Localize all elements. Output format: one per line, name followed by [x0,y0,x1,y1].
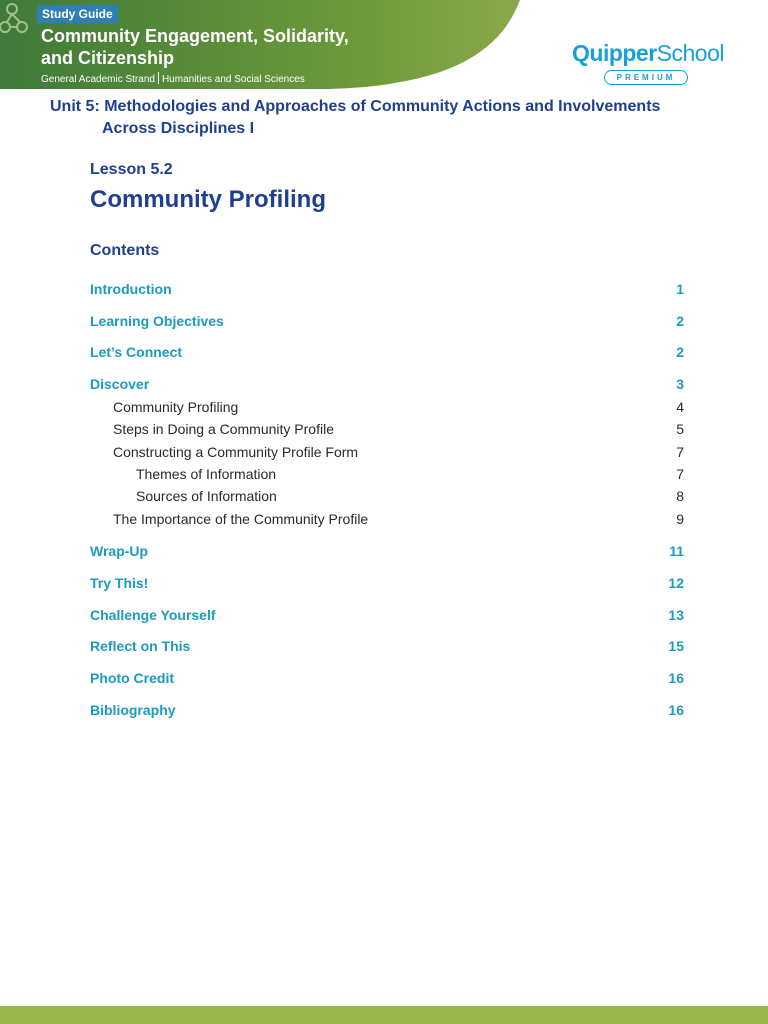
lesson-title: Community Profiling [90,186,326,213]
logo-primary: Quipper [572,40,657,66]
strand-right: Humanities and Social Sciences [161,74,305,85]
toc-item-label: Introduction [90,281,172,297]
logo-secondary: School [656,40,724,66]
toc-item[interactable] [90,486,684,506]
toc-item-page: 13 [668,607,684,623]
toc-item[interactable] [90,464,684,484]
toc-item-page: 3 [676,376,684,392]
course-title-line-1: Community Engagement, Solidarity, [41,26,349,46]
toc-item[interactable] [90,605,684,625]
header-banner [0,0,520,90]
toc-item-label: Challenge Yourself [90,607,216,623]
toc-item-label: Photo Credit [90,670,174,686]
toc-item-page: 1 [676,281,684,297]
network-icon [0,0,34,44]
unit-title-line-1: Unit 5: Methodologies and Approaches of Community Actions and Involvements [50,98,661,115]
strand-divider [158,72,159,84]
toc-item[interactable] [90,419,684,439]
toc-item-label: Discover [90,376,150,392]
toc-item[interactable] [90,311,684,331]
toc-item[interactable] [90,541,684,561]
toc-item[interactable] [90,279,684,299]
toc-item-page: 7 [676,466,684,482]
toc-item[interactable] [90,397,684,417]
toc-item-label: Steps in Doing a Community Profile [113,421,334,437]
toc-item-label: Constructing a Community Profile Form [113,444,359,460]
strand-left: General Academic Strand [41,74,155,85]
toc-item-label: Bibliography [90,702,176,718]
toc-item[interactable] [90,442,684,462]
toc-item-label: The Importance of the Community Profile [113,511,369,527]
toc-item-label: Let’s Connect [90,344,183,360]
toc-item-label: Sources of Information [136,488,277,504]
course-title-line-2: and Citizenship [41,48,175,68]
lesson-number: Lesson 5.2 [90,161,173,178]
toc-item-label: Try This! [90,575,149,591]
toc-item[interactable] [90,573,684,593]
course-title [41,25,349,69]
toc-item-page: 4 [676,399,684,415]
quipper-school-logo [572,40,724,82]
toc-item-page: 12 [668,575,684,591]
toc-item-page: 8 [676,488,684,504]
toc-item[interactable] [90,636,684,656]
toc-item-page: 2 [676,313,684,329]
toc-item-page: 5 [676,421,684,437]
toc-item[interactable] [90,509,684,529]
footer-bar [0,1006,768,1024]
toc-item-page: 9 [676,511,684,527]
toc-item-page: 11 [669,543,684,559]
toc-item[interactable] [90,342,684,362]
toc-item-label: Community Profiling [113,399,239,415]
toc-item[interactable] [90,700,684,720]
toc-item-page: 15 [668,638,684,654]
toc-item-label: Reflect on This [90,638,191,654]
study-guide-tag: Study Guide [37,5,118,23]
unit-title-line-2: Across Disciplines I [102,120,255,137]
toc-item-label: Learning Objectives [90,313,224,329]
toc-item-page: 7 [676,444,684,460]
toc-item[interactable] [90,374,684,394]
toc-item-label: Wrap-Up [90,543,149,559]
strand-label [41,72,305,85]
unit-title [50,96,710,140]
toc-item-page: 16 [668,670,684,686]
toc-item[interactable] [90,668,684,688]
toc-item-page: 16 [668,702,684,718]
toc-item-label: Themes of Information [136,466,277,482]
premium-badge: PREMIUM [604,70,688,85]
contents-heading: Contents [90,242,160,259]
toc-item-page: 2 [676,344,684,360]
